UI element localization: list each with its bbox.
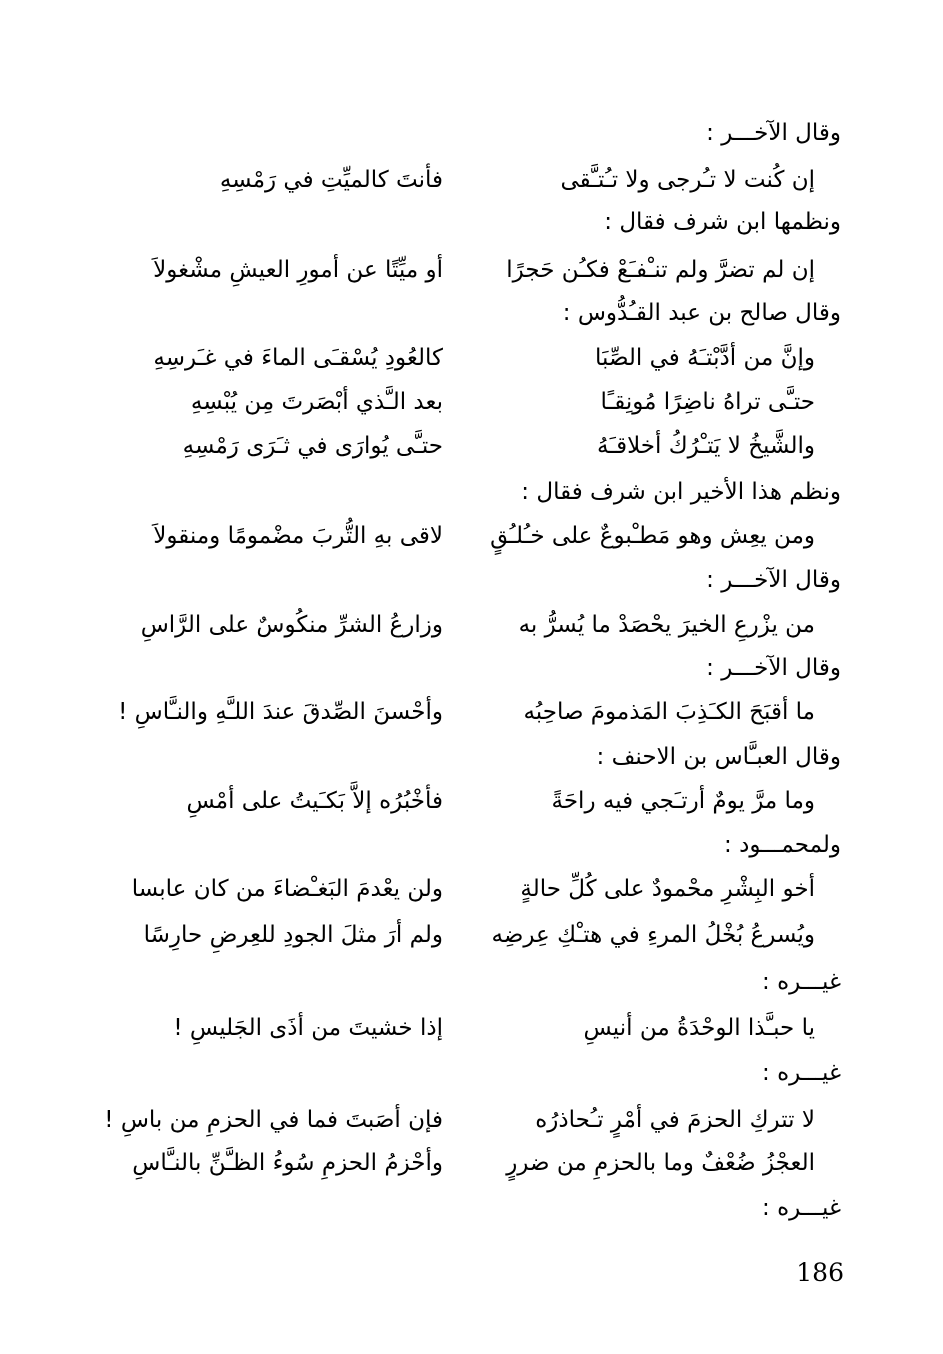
verse-first-hemistich: ما أقبَحَ الكـَذِبَ المَذمومَ صاحِبُه: [523, 699, 815, 725]
verse-second-hemistich: فإن أصَبتَ فما في الحزمِ من باسِ !: [104, 1107, 443, 1133]
verse-first-hemistich: حتـَّى تراهُ ناضِرًا مُونِقـًا: [600, 389, 815, 415]
verse-first-hemistich: وإنَّ من أدَّبْتـَهُ في الصِّبَا: [595, 345, 815, 371]
section-heading: ونظمها ابن شرف فقال :: [604, 209, 841, 235]
verse-second-hemistich: إذا خشيتَ من أذَى الجَليسِ !: [173, 1015, 443, 1041]
verse-second-hemistich: أو ميِّتًا عن أمورِ العيشِ مشْغولاَ: [153, 257, 443, 283]
section-heading: وقال صالح بن عبد القـُدُّوس :: [562, 300, 841, 326]
verse-first-hemistich: إن لم تضرَّ ولم تنـْفـَعْ فكـُن حَجرًا: [506, 257, 815, 283]
verse-second-hemistich: فأنتَ كالميِّتِ في رَمْسِهِ: [219, 167, 443, 193]
verse-second-hemistich: بعد الـَّذي أبْصَرتَ مِن يُبْسِهِ: [190, 389, 443, 415]
page-number: 186: [796, 1258, 844, 1287]
verse-first-hemistich: أخو البِشْرِ محْمودٌ على كُلِّ حالةٍ: [520, 876, 815, 902]
verse-second-hemistich: حتـَّى يُوارَى في ثـَرَى رَمْسِهِ: [182, 433, 443, 459]
verse-second-hemistich: وأحْسنَ الصِّدقَ عندَ اللـَّهِ والنـَّاسِ !: [118, 699, 443, 725]
verse-second-hemistich: وأحْزمُ الحزمِ سُوءُ الظـَّنِّ بالنـَّاسِ: [132, 1150, 443, 1176]
section-heading: غيـــره :: [762, 1060, 841, 1086]
section-heading: ونظم هذا الأخير ابن شرف فقال :: [521, 479, 841, 505]
verse-second-hemistich: فأخْبُرُه إلاَّ بَكـَيتُ على أمْسِ: [186, 788, 443, 814]
verse-second-hemistich: كالعُودِ يُسْقـَى الماءَ في غـَرسِهِ: [153, 345, 443, 371]
verse-first-hemistich: وما مرَّ يومٌ أرتـَجي فيه راحَةً: [551, 788, 815, 814]
section-heading: وقال الآخـــر :: [706, 567, 841, 593]
section-heading: وقال الآخـــر :: [706, 120, 841, 146]
verse-first-hemistich: والشَّيخُ لا يَتـْرُكُ أخلاقـَهُ: [597, 433, 815, 459]
verse-second-hemistich: ولن يعْدمَ البَغـْضاءَ من كان عابسا: [131, 876, 443, 902]
verse-first-hemistich: لا تتركِ الحزمَ في أمْرٍ تـُحاذرُه: [535, 1107, 815, 1133]
section-heading: وقال الآخـــر :: [706, 655, 841, 681]
section-heading: غيـــره :: [762, 969, 841, 995]
verse-second-hemistich: لاقى بهِ التُّربَ مضْمومًا ومنقولاَ: [153, 523, 443, 549]
verse-second-hemistich: ولم أرَ مثلَ الجودِ للعِرضِ حارِسًا: [143, 922, 443, 948]
section-heading: ولمحمـــود :: [724, 832, 841, 858]
verse-first-hemistich: العجْزُ ضُعْفٌ وما بالحزمِ من ضررٍ: [506, 1150, 815, 1176]
verse-first-hemistich: يا حبـَّذا الوحْدَةُ من أنيسِ: [583, 1015, 815, 1041]
section-heading: غيـــره :: [762, 1195, 841, 1221]
verse-first-hemistich: ومن يعِش وهو مَطـْبوعٌ على خـُلـُقٍ: [490, 523, 815, 549]
verse-first-hemistich: من يزْرعِ الخيرَ يحْصَدْ ما يُسرُّ به: [518, 612, 815, 638]
verse-first-hemistich: ويُسرعُ بُخْلُ المرءِ في هتـْكِ عِرضِه: [491, 922, 815, 948]
verse-second-hemistich: وزارعُ الشرِّ منكُوسٌ على الرَّاسِ: [140, 612, 443, 638]
section-heading: وقال العبـَّاس بن الاحنف :: [596, 744, 841, 770]
verse-first-hemistich: إن كُنت لا تـُرجى ولا تـُتـَّقى: [560, 167, 815, 193]
